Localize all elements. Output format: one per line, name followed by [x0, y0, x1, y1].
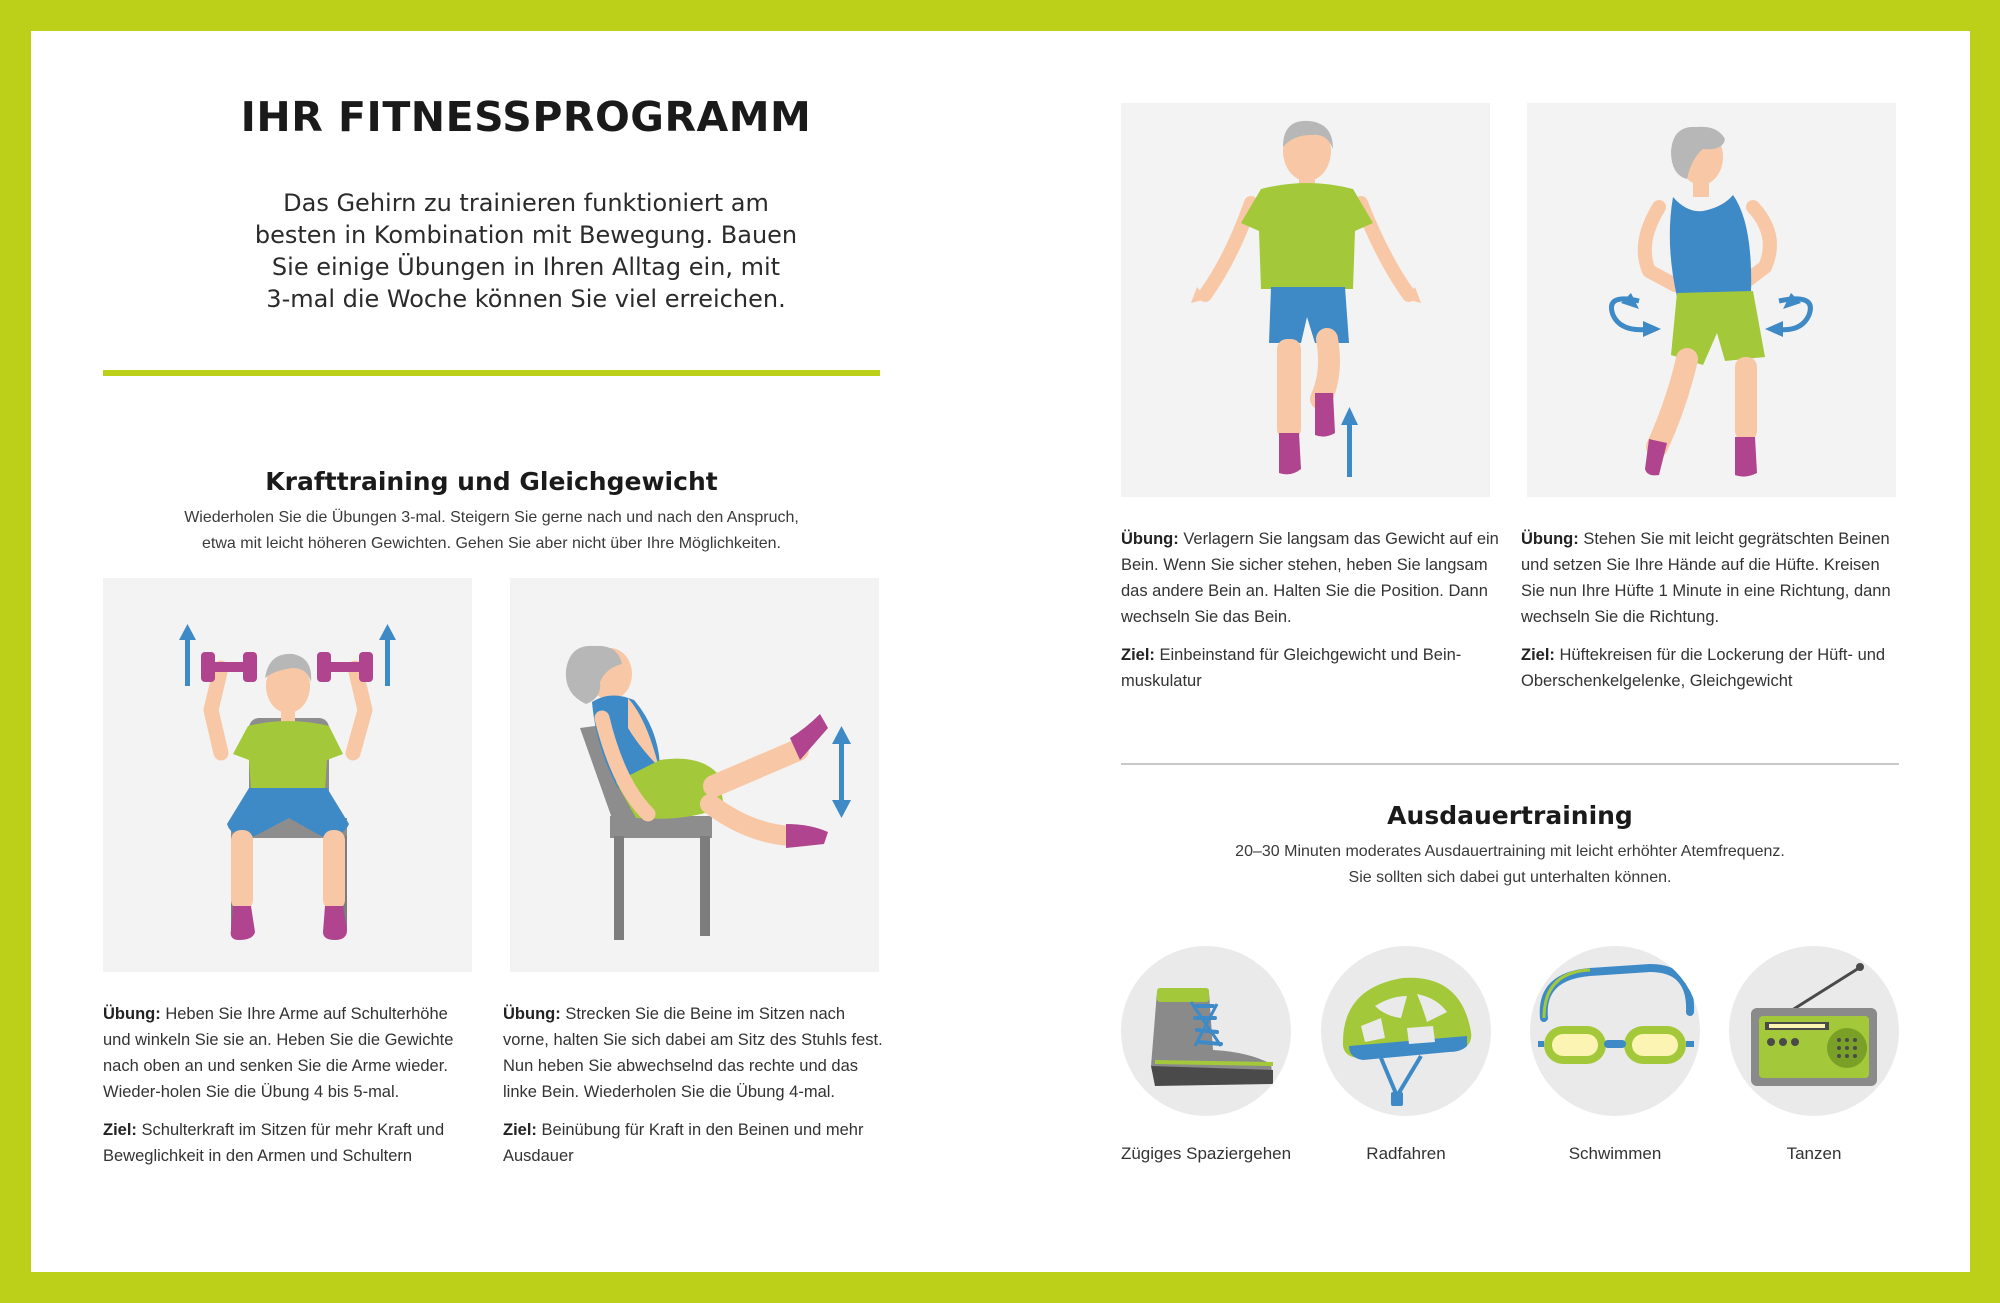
shirt — [1670, 195, 1751, 297]
intro-line: 3-mal die Woche können Sie viel erreichen. — [266, 285, 786, 313]
goal-label: Ziel: — [1521, 646, 1555, 664]
exercise-2-text — [503, 1001, 883, 1181]
up-arrow-icon — [379, 624, 396, 686]
shoe — [231, 906, 255, 940]
shoe — [786, 824, 828, 848]
divider — [103, 370, 880, 376]
goal-label: Ziel: — [1121, 646, 1155, 664]
bike-helmet-icon — [1321, 946, 1491, 1116]
subtitle-line: Sie sollten sich dabei gut unterhalten können. — [1348, 869, 1672, 886]
activity-label: Tanzen — [1786, 1144, 1842, 1163]
shoe — [1315, 393, 1335, 437]
exercise-description: Stehen Sie mit leicht gegrätschten Beinen und setzen Sie Ihre Hände auf die Hüfte. Kreisen Sie nun Ihre Hüfte 1 Minute in eine Richtung, dann wechseln Sie die Richtung. — [1521, 530, 1891, 626]
shoe — [1735, 437, 1757, 477]
exercise-label: Übung: — [1521, 530, 1579, 548]
intro-text — [191, 187, 861, 315]
page-title: IHR FITNESSPROGRAMM — [240, 93, 812, 141]
goal-description: Hüftekreisen für die Lockerung der Hüft- und Oberschenkelgelenke, Gleichgewicht — [1521, 646, 1886, 690]
leg-raise-figure — [510, 578, 879, 972]
shoe — [1279, 433, 1301, 474]
endurance-heading: Ausdauertraining — [1387, 801, 1633, 830]
shoe — [1645, 439, 1667, 475]
exercise-1-text — [103, 1001, 478, 1181]
exercise-label: Übung: — [1121, 530, 1179, 548]
up-down-arrow-icon — [832, 726, 851, 818]
chair-leg — [700, 836, 710, 936]
exercise-description: Verlagern Sie langsam das Gewicht auf ein Bein. Wenn Sie sicher stehen, heben Sie langsam das andere Bein an. Halten Sie die Position. Dann wechseln Sie das Bein. — [1121, 530, 1499, 626]
activity-label: Radfahren — [1366, 1144, 1446, 1163]
exercise-label: Übung: — [503, 1005, 561, 1023]
divider — [1121, 763, 1899, 765]
goal-description: Schulterkraft im Sitzen für mehr Kraft und Beweglichkeit in den Armen und Schultern — [103, 1121, 445, 1165]
shoe — [323, 906, 347, 940]
illustration-one-leg-stand — [1121, 103, 1490, 497]
exercise-description: Strecken Sie die Beine im Sitzen nach vorne, halten Sie sich dabei am Sitz des Stuhls fest. Nun heben Sie abwechselnd das rechte und das linke Bein. Wiederholen Sie die Übung 4-mal. — [503, 1005, 883, 1101]
subtitle-line: Wiederholen Sie die Übungen 3-mal. Steigern Sie gerne nach und nach den Anspruch, — [184, 509, 799, 526]
radio-icon — [1729, 946, 1899, 1116]
goal-label: Ziel: — [503, 1121, 537, 1139]
exercise-label: Übung: — [103, 1005, 161, 1023]
activity-label: Schwimmen — [1568, 1144, 1662, 1163]
illustration-leg-raise — [510, 578, 879, 972]
exercise-3-text — [1121, 526, 1501, 706]
illustration-shoulder-press — [103, 578, 472, 972]
page — [31, 31, 1970, 1272]
dumbbell-icon — [317, 652, 373, 682]
goal-description: Beinübung für Kraft in den Beinen und mehr Ausdauer — [503, 1121, 864, 1165]
exercise-description: Heben Sie Ihre Arme auf Schulterhöhe und winkeln Sie sie an. Heben Sie die Gewichte nach oben an und senken Sie die Arme wieder. Wieder-holen Sie die Übung 4 bis 5-mal. — [103, 1005, 454, 1101]
hiking-boot-icon — [1121, 946, 1291, 1116]
dumbbell-icon — [201, 652, 257, 682]
illustration-hip-circles — [1527, 103, 1896, 497]
goal-description: Einbeinstand für Gleichgewicht und Bein-muskulatur — [1121, 646, 1462, 690]
goal-label: Ziel: — [103, 1121, 137, 1139]
up-arrow-icon — [179, 624, 196, 686]
up-arrow-icon — [1341, 407, 1358, 477]
subtitle-line: 20–30 Minuten moderates Ausdauertraining mit leicht erhöhter Atemfrequenz. — [1235, 843, 1785, 860]
intro-line: Sie einige Übungen in Ihren Alltag ein, mit — [271, 253, 781, 281]
one-leg-stand-figure — [1121, 103, 1490, 497]
shirt — [1241, 183, 1373, 289]
intro-line: Das Gehirn zu trainieren funktioniert am — [283, 189, 769, 217]
strength-subtitle — [103, 505, 880, 557]
intro-line: besten in Kombination mit Bewegung. Bauen — [254, 221, 798, 249]
chair-leg — [614, 836, 624, 940]
shoulder-press-figure — [103, 578, 472, 972]
activity-label: Zügiges Spaziergehen — [1120, 1144, 1292, 1163]
subtitle-line: etwa mit leicht höheren Gewichten. Gehen Sie aber nicht über Ihre Möglichkeiten. — [202, 535, 781, 552]
swim-goggles-icon — [1530, 946, 1700, 1116]
strength-heading: Krafttraining und Gleichgewicht — [265, 467, 718, 496]
hip-circles-figure — [1527, 103, 1896, 497]
exercise-4-text — [1521, 526, 1901, 706]
endurance-subtitle — [1121, 839, 1899, 891]
chair-seat — [610, 816, 712, 838]
